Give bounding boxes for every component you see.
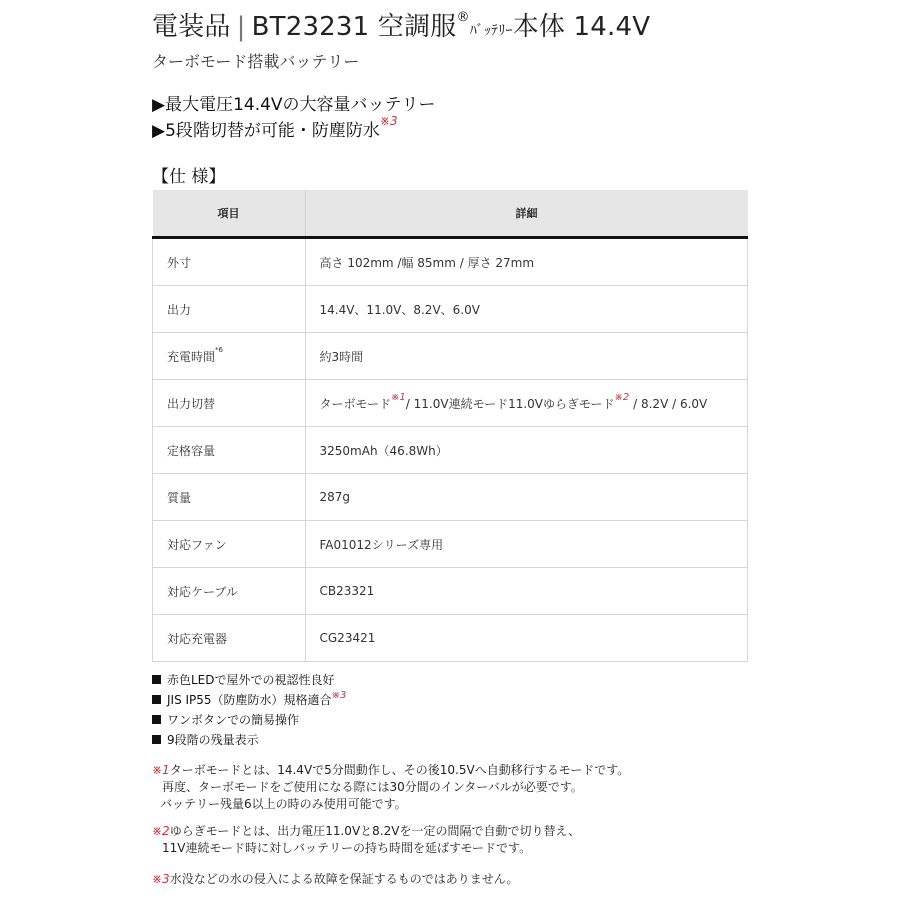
row-detail: CG23421 [305,615,748,662]
bullet-text: 9段階の残量表示 [167,733,259,747]
row-item: 対応ケーブル [153,568,306,615]
table-row [153,474,748,521]
square-bullet-icon [152,735,161,744]
table-row [153,333,748,380]
table-row [153,286,748,333]
category-label: 電装品 [152,12,231,42]
row-detail: 14.4V、11.0V、8.2V、6.0V [305,286,748,333]
detail-part: ターボモード [319,396,392,411]
model-name: BT23231 空調服 [251,12,457,42]
footnote-mark: ※1 [152,763,170,777]
footnote-1 [152,762,629,813]
row-item: 定格容量 [153,427,306,474]
page-title [152,6,650,43]
table-row [153,380,748,427]
list-item [152,710,346,730]
row-item: 出力切替 [153,380,306,427]
footnote-mark: ※2 [152,824,170,838]
feature-text: 最大電圧14.4Vの大容量バッテリー [165,95,436,115]
row-item: 対応充電器 [153,615,306,662]
feature-text: 5段階切替が可能・防塵防水 [165,121,380,141]
footnote-text: 再度、ターボモードをご使用になる際には30分間のインターバルが必要です。 [162,780,583,794]
row-item: 出力 [153,286,306,333]
footnote-text: 11V連続モード時に対しバッテリーの持ち時間を延ばすモードです。 [162,841,532,855]
table-row [153,521,748,568]
bullet-text: 赤色LEDで屋外での視認性良好 [167,673,335,687]
footnote-ref: ※3 [379,114,398,128]
footnote-text: 水没などの水の侵入による故障を保証するものではありません。 [169,872,519,886]
page-subtitle: ターボモード搭載バッテリー [152,52,360,71]
row-detail: CB23321 [305,568,748,615]
spec-heading: 【仕 様】 [152,167,226,187]
row-item: 対応ファン [153,521,306,568]
footnote-ref: ※3 [331,690,347,701]
row-detail: 3250mAh（46.8Wh） [305,427,748,474]
footnote-mark: ※3 [152,872,170,886]
arrow-icon: ▶ [152,95,166,115]
title-separator: | [236,12,246,42]
row-item: 外寸 [153,238,306,286]
square-bullet-icon [152,675,161,684]
feature-bullets [152,670,346,750]
feature-item [152,90,436,115]
table-row [153,615,748,662]
detail-part: / 8.2V / 6.0V [633,396,708,411]
row-detail: 287g [305,474,748,521]
row-detail: 約3時間 [305,333,748,380]
row-item-label: 充電時間 [167,349,216,364]
row-detail [305,380,748,427]
footnote-ref: ※2 [614,391,630,403]
list-item [152,670,346,690]
footnote-text: ゆらぎモードとは、出力電圧11.0Vと8.2Vを一定の間隔で自動で切り替え、 [169,824,581,838]
table-row [153,238,748,286]
footnote-3 [152,871,518,888]
footnote-ref: ※1 [391,391,406,403]
square-bullet-icon [152,715,161,724]
product-kana: ﾊﾞｯﾃﾘｰ [469,23,513,39]
footnote-text: バッテリー残量6以上の時のみ使用可能です。 [160,797,407,811]
footnote-2 [152,823,580,857]
table-row [153,427,748,474]
row-item [153,333,306,380]
bullet-text: JIS IP55（防塵防水）規格適合 [167,693,332,707]
arrow-icon: ▶ [152,121,166,141]
footnote-ref: *6 [215,345,223,354]
square-bullet-icon [152,695,161,704]
table-row [153,568,748,615]
spec-table [152,190,748,662]
row-item: 質量 [153,474,306,521]
feature-item [152,116,398,141]
footnote-text: ターボモードとは、14.4Vで5分間動作し、その後10.5Vへ自動移行するモードです。 [169,763,630,777]
registered-mark: ® [456,10,470,25]
bullet-text: ワンボタンでの簡易操作 [167,713,300,727]
column-header-item: 項目 [153,190,306,238]
product-tail: 本体 14.4V [512,12,651,42]
list-item [152,690,346,710]
list-item [152,730,346,750]
row-detail: FA01012シリーズ専用 [305,521,748,568]
table-header-row [153,190,748,238]
column-header-detail: 詳細 [305,190,748,238]
row-detail: 高さ 102mm /幅 85mm / 厚さ 27mm [305,238,748,286]
detail-part: / 11.0V連続モード11.0Vゆらぎモード [405,396,615,411]
